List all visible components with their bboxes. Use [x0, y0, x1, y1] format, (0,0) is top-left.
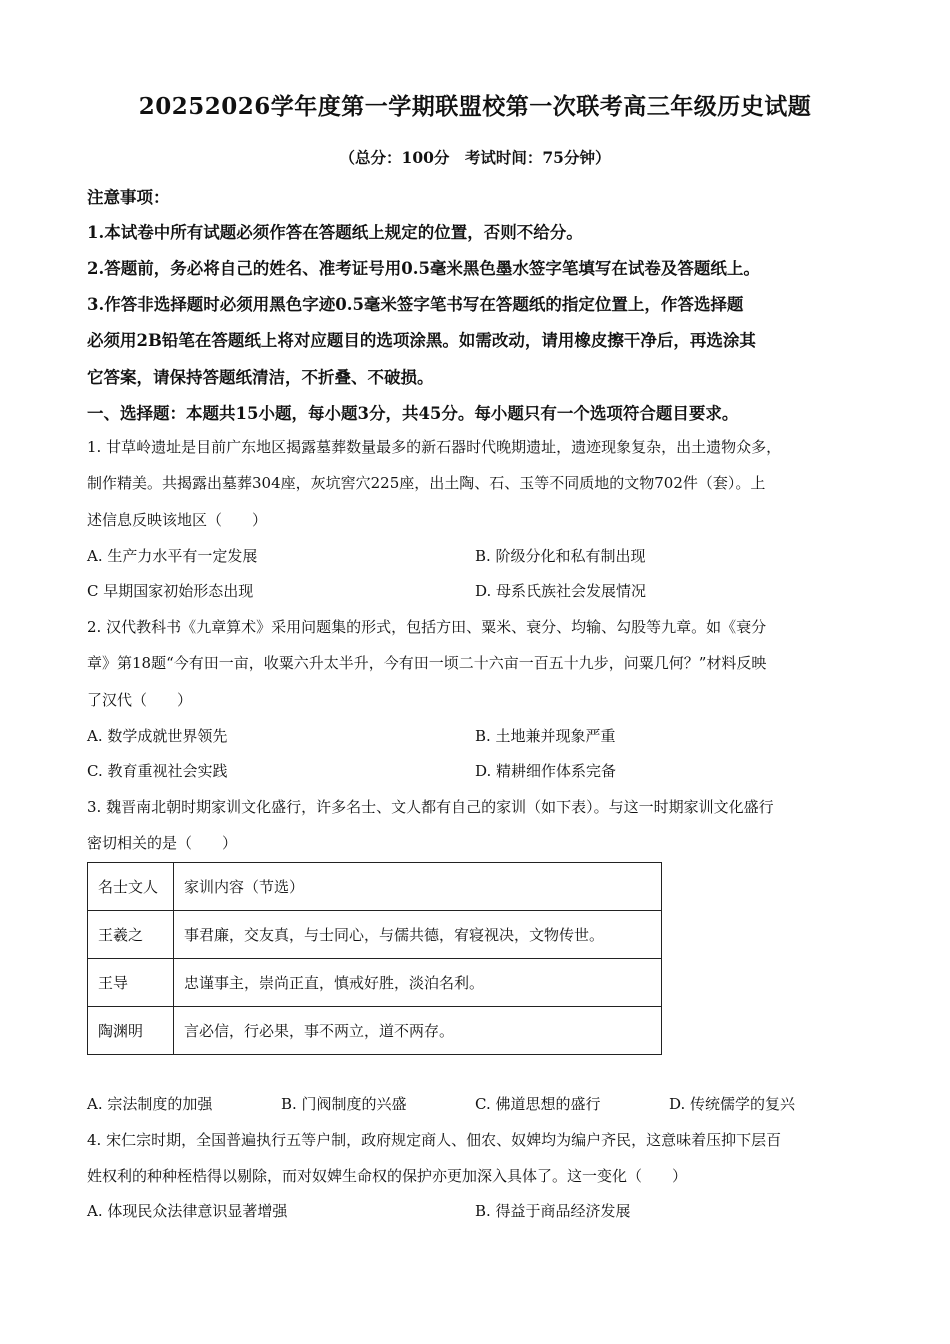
q4-stem-line-1: 4. 宋仁宗时期，全国普遍执行五等户制，政府规定商人、佃农、奴婢均为编户齐民，这意味着压抑下层百 [87, 1131, 782, 1149]
table-cell: 事君廉，交友真，与士同心，与儒共德，宥寝视决，文物传世。 [174, 911, 662, 959]
q2-stem-line-3: 了汉代（ ） [87, 691, 193, 709]
note-item-3-line-3: 它答案，请保持答题纸清洁，不折叠、不破损。 [87, 368, 434, 387]
table-cell: 忠谨事主，崇尚正直，慎戒好胜，淡泊名利。 [174, 959, 662, 1007]
note-item-2: 2.答题前，务必将自己的姓名、准考证号用0.5毫米黑色墨水签字笔填写在试卷及答题纸上。 [87, 259, 760, 278]
table-header-cell: 家训内容（节选） [174, 863, 662, 911]
table-row [88, 959, 662, 1007]
q4-stem-line-2: 姓权利的种种桎梏得以剔除，而对奴婢生命权的保护亦更加深入具体了。这一变化（ ） [87, 1167, 688, 1185]
note-item-3-line-1: 3.作答非选择题时必须用黑色字迹0.5毫米签字笔书写在答题纸的指定位置上，作答选择题 [87, 295, 744, 314]
q2-stem-line-1: 2. 汉代教科书《九章算术》采用问题集的形式，包括方田、粟米、衰分、均输、勾股等九章。如《衰分 [87, 618, 767, 636]
q2-option-d: D. 精耕细作体系完备 [475, 762, 617, 780]
q3-option-a: A. 宗法制度的加强 [87, 1095, 213, 1113]
table-header-cell: 名士文人 [88, 863, 174, 911]
note-item-1: 1.本试卷中所有试题必须作答在答题纸上规定的位置，否则不给分。 [87, 223, 583, 242]
q1-stem-line-3: 述信息反映该地区（ ） [87, 511, 268, 529]
exam-title: 20252026学年度第一学期联盟校第一次联考高三年级历史试题 [138, 93, 812, 120]
q2-option-c: C. 教育重视社会实践 [87, 762, 228, 780]
table-cell: 陶渊明 [88, 1007, 174, 1055]
q4-option-b: B. 得益于商品经济发展 [475, 1202, 631, 1220]
q2-stem-line-2: 章》第18题“今有田一亩，收粟六升太半升，今有田一顷二十六亩一百五十九步，问粟几何？”材料反映 [87, 654, 767, 672]
q3-option-d: D. 传统儒学的复兴 [669, 1095, 796, 1113]
q3-stem-line-2: 密切相关的是（ ） [87, 834, 238, 852]
exam-subtitle: （总分：100分 考试时间：75分钟） [339, 148, 611, 167]
q1-option-c: C 早期国家初始形态出现 [87, 582, 254, 600]
q2-option-a: A. 数学成就世界领先 [87, 727, 228, 745]
q1-option-d: D. 母系氏族社会发展情况 [475, 582, 647, 600]
q1-option-a: A. 生产力水平有一定发展 [87, 547, 258, 565]
table-row [88, 911, 662, 959]
table-header-row [88, 863, 662, 911]
q3-option-c: C. 佛道思想的盛行 [475, 1095, 601, 1113]
q2-option-b: B. 土地兼并现象严重 [475, 727, 616, 745]
notes-heading: 注意事项： [87, 188, 170, 207]
q4-option-a: A. 体现民众法律意识显著增强 [87, 1202, 288, 1220]
table-row [88, 1007, 662, 1055]
table-cell: 王羲之 [88, 911, 174, 959]
q1-stem-line-2: 制作精美。共揭露出墓葬304座，灰坑窖穴225座，出土陶、石、玉等不同质地的文物702件（套）。上 [87, 474, 766, 492]
q3-stem-line-1: 3. 魏晋南北朝时期家训文化盛行，许多名士、文人都有自己的家训（如下表）。与这一时期家训文化盛行 [87, 798, 774, 816]
family-instructions-table [87, 862, 662, 1055]
section-1-heading: 一、选择题：本题共15小题，每小题3分，共45分。每小题只有一个选项符合题目要求。 [87, 404, 739, 423]
q1-stem-line-1: 1. 甘草岭遗址是目前广东地区揭露墓葬数量最多的新石器时代晚期遗址，遗迹现象复杂，出土遗物众多， [87, 438, 782, 456]
q3-option-b: B. 门阀制度的兴盛 [281, 1095, 407, 1113]
q1-option-b: B. 阶级分化和私有制出现 [475, 547, 646, 565]
table-cell: 言必信，行必果，事不两立，道不两存。 [174, 1007, 662, 1055]
table-cell: 王导 [88, 959, 174, 1007]
note-item-3-line-2: 必须用2B铅笔在答题纸上将对应题目的选项涂黑。如需改动，请用橡皮擦干净后，再选涂其 [87, 331, 756, 350]
